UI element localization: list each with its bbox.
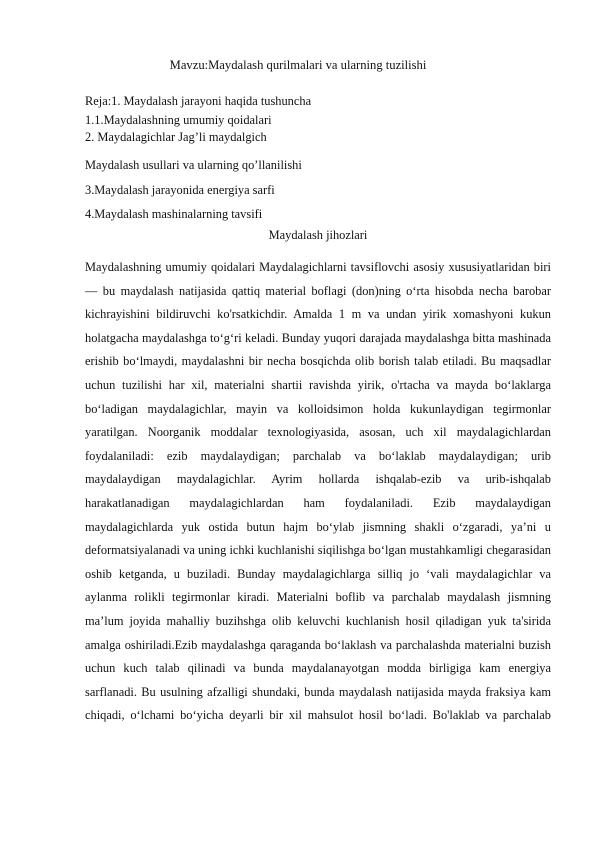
plan-item-3: 2. Maydalagichlar Jag’li maydalgich: [85, 130, 267, 144]
plan-item-4: Maydalash usullari va ularning qo’llanilishi: [85, 158, 302, 172]
section-subheading: Maydalash jihozlari: [268, 228, 368, 242]
plan-item-6: 4.Maydalash mashinalarning tavsifi: [85, 207, 263, 221]
document-title: Mavzu:Maydalash qurilmalari va ularning tuzilishi: [169, 58, 427, 72]
body-paragraph: Maydalashning umumiy qoidalari Maydalagichlarni tavsiflovchi asosiy xususiyatlaridan biri — bu maydalash natijasida qattiq material boflagi (don)ning o‘rta hisobda necha barobar kichrayishini bildiruvchi ko'rsatkichdir. Amalda 1 m va undan yirik xomashyoni kukun holatgacha maydalashga to‘g‘ri keladi. Bunday yuqori darajada maydalashga bitta mashinada erishib bo‘lmaydi, maydalashni bir necha bosqichda olib borish talab etiladi. Bu maqsadlar uchun tuzilishi har xil, materialni shartii ravishda yirik, o'rtacha va mayda bo‘laklarga bo‘ladigan maydalagichlar, mayin va kolloidsimon holda kukunlaydigan tegirmonlar yaratilgan. Noorganik moddalar texnologiyasida, asosan, uch xil maydalagichlardan foydalaniladi: ezib maydalaydigan; parchalab va bo‘laklab maydalaydigan; urib maydalaydigan maydalagichlar. Ayrim hollarda ishqalab-ezib va urib-ishqalab harakatlanadigan maydalagichlardan ham foydalaniladi. Ezib maydalaydigan maydalagichlarda yuk ostida butun hajm bo‘ylab jismning shakli o‘zgaradi, ya’ni u deformatsiyalanadi va uning ichki kuchlanishi siqilishga bo‘lgan mustahkamligi chegarasidan oshib ketganda, u buziladi. Bunday maydalagichlarga silliq jo ‘vali maydalagichlar va aylanma rolikli tegirmonlar kiradi. Materialni boflib va parchalab maydalash jismning ma’lum joyida mahalliy buzihshga olib keluvchi kuchlanish hosil qiladigan yuk ta'sirida amalga oshiriladi.Ezib maydalashga qaraganda bo‘laklash va parchalashda materialni buzish uchun kuch talab qilinadi va bunda maydalanayotgan modda birligiga kam energiya sarflanadi. Bu usulning afzalligi shundaki, bunda maydalash natijasida mayda fraksiya kam chiqadi, o‘lchami bo‘yicha deyarli bir xil mahsulot hosil bo‘ladi. Bo'laklab va parchalab: [85, 260, 551, 723]
plan-item-1: Reja:1. Maydalash jarayoni haqida tushuncha: [85, 94, 312, 108]
plan-item-2: 1.1.Maydalashning umumiy qoidalari: [85, 113, 272, 127]
plan-item-5: 3.Maydalash jarayonida energiya sarfi: [85, 183, 275, 197]
